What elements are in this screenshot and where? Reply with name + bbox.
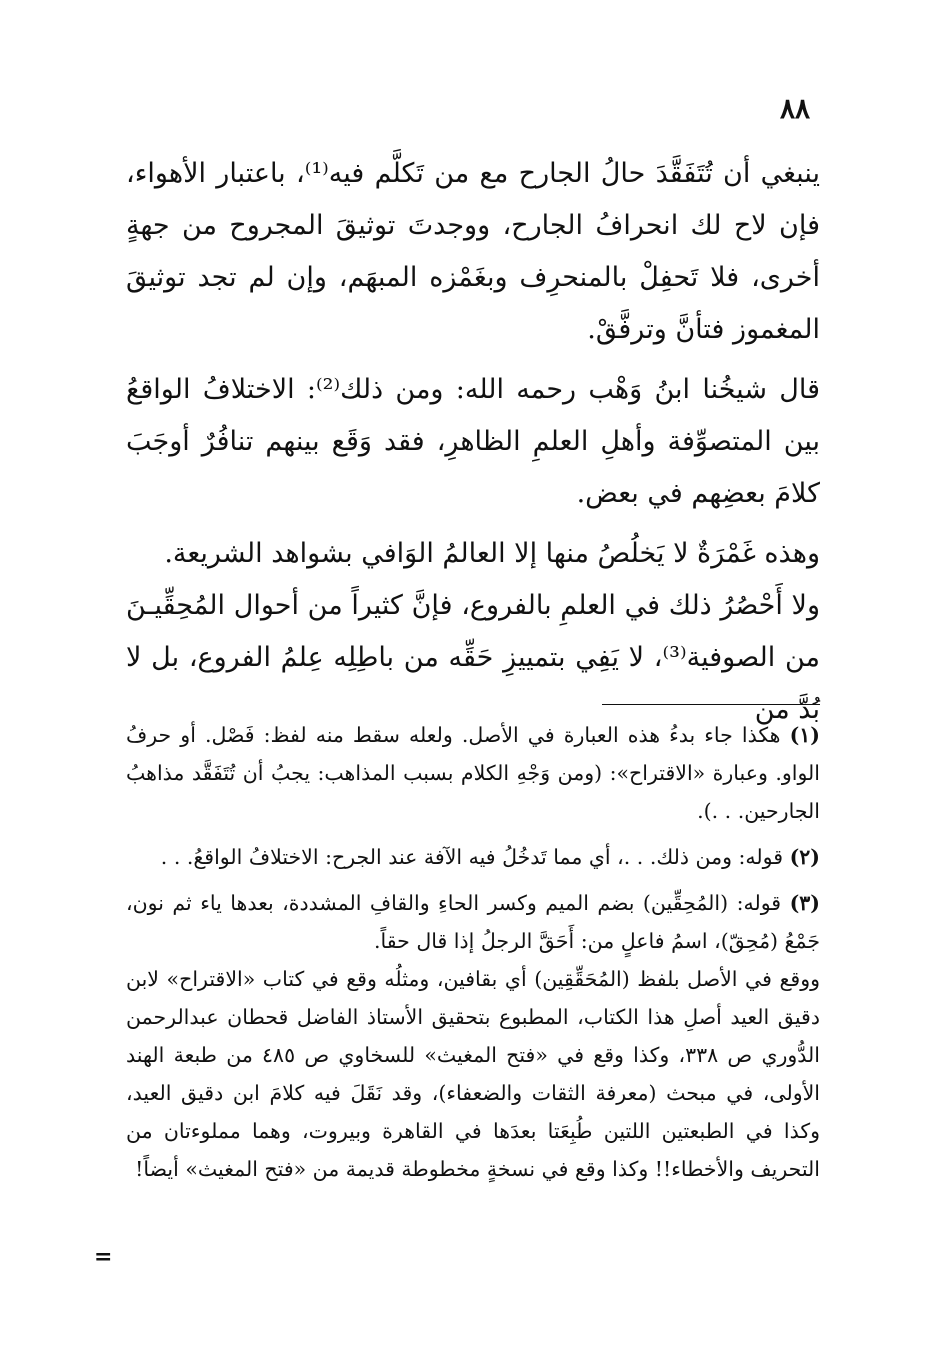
body-paragraph: ينبغي أن تُتَفَقَّدَ حالُ الجارح مع من تَكلَّم فيه⁽¹⁾، باعتبار الأهواء، فإن لاح لك انحرافُ الجارح، ووجدتَ توثيقَ المجروح من جهةٍ أخرى، فلا تَحفِلْ بالمنحرِف وبغَمْزه المبهَم، وإن لم تجد توثيقَ المغموز فتأنَّ وترفَّقْ. — [126, 158, 820, 345]
body-paragraph: قال شيخُنا ابنُ وَهْب رحمه الله: ومن ذلك⁽²⁾: الاختلافُ الواقعُ بين المتصوِّفة وأهلِ العلمِ الظاهرِ، فقد وَقَع بينهم تنافُرٌ أوجَبَ كلامَ بعضِهم في بعض. — [126, 374, 820, 509]
page-number: ٨٨ — [779, 92, 811, 125]
continuation-mark: = — [94, 1244, 113, 1270]
footnote — [126, 884, 820, 960]
footnote-text: قوله: (المُحِقِّين) بضم الميم وكسر الحاءِ والقافِ المشددة، بعدها ياء ثم نون، جَمْعُ (مُحِقّ)، اسمُ فاعلٍ من: أَحَقَّ الرجلُ إذا قال حقاً. — [126, 891, 820, 953]
footnote-number: (١) — [789, 723, 820, 747]
footnote-continued — [126, 960, 820, 1188]
main-text — [126, 148, 820, 736]
footnote — [126, 716, 820, 830]
footnote-text: هكذا جاء بدءُ هذه العبارة في الأصل. ولعله سقط منه لفظ: فَصْل. أو حرفُ الواو. وعبارة «الاقتراح»: (ومن وَجْهِ الكلام بسبب المذاهب: يجبُ أن تُتَفَقَّد مذاهبُ الجارحين. . .). — [126, 723, 820, 823]
footnote-text: ووقع في الأصل بلفظ (المُحَقِّقِين) أي بقافين، ومثلُه وقع في كتاب «الاقتراح» لابن دقيق العيد أصلِ هذا الكتاب، المطبوع بتحقيق الأستاذ الفاضل قحطان عبدالرحمن الدُّوري ص ٣٣٨، وكذا وقع في «فتح المغيث» للسخاوي ص ٤٨٥ من طبعة الهند الأولى، في مبحث (معرفة الثقات والضعفاء)، وقد نَقَلَ فيه كلامَ ابن دقيق العيد، وكذا في الطبعتين اللتين طُبِعَتا بعدَها في القاهرة وبيروت، وهما مملوءتان من التحريف والأخطاء!! وكذا وقع في نسخةٍ مخطوطة قديمة من «فتح المغيث» أيضاً! — [126, 967, 820, 1181]
footnote-number: (٢) — [789, 845, 820, 869]
footnote-divider — [602, 704, 820, 705]
footnotes — [126, 716, 820, 1188]
footnote-text: قوله: ومن ذلك. . .، أي مما تَدخُلُ فيه الآفة عند الجرح: الاختلافُ الواقعُ. . . — [160, 845, 784, 869]
footnote-number: (٣) — [789, 891, 820, 915]
body-paragraph: وهذه غَمْرَةٌ لا يَخلُصُ منها إلا العالمُ الوَافي بشواهد الشريعة. — [164, 538, 820, 569]
body-paragraph: ولا أَحْصُرُ ذلك في العلمِ بالفروع، فإنَّ كثيراً من أحوال المُحِقِّيـنَ من الصوفية⁽³⁾، لا يَفِي بتمييزِ حَقِّه من باطِلِه عِلمُ الفروع، بل لا بُدَّ من — [126, 590, 820, 725]
footnote — [126, 838, 820, 876]
